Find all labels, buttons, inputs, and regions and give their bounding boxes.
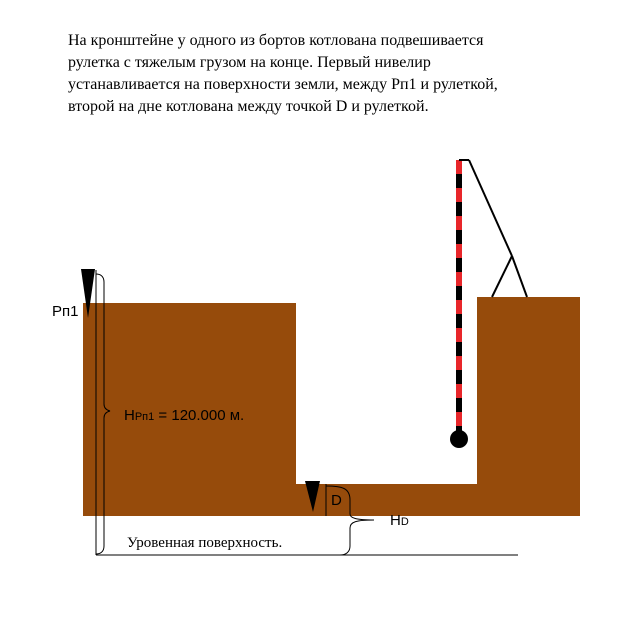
bracket-structure (459, 160, 527, 297)
height-label-sub: Рп1 (134, 411, 155, 423)
hd-label-main: H (390, 512, 401, 529)
plumb-weight-icon (450, 430, 468, 448)
description-line: устанавливается на поверхности земли, между Рп1 и рулеткой, (68, 76, 498, 93)
level-surface-label: Уровенная поверхность. (127, 535, 283, 551)
description-line: второй на дне котлована между точкой D и рулеткой. (68, 98, 429, 115)
right-ground-block (477, 297, 580, 516)
benchmark-label: Рп1 (52, 303, 79, 320)
hd-label-sub: D (400, 516, 409, 528)
description-line: На кронштейне у одного из бортов котлована подвешивается (68, 32, 484, 49)
point-d-label: D (331, 492, 342, 509)
description-line: рулетка с тяжелым грузом на конце. Первый нивелир (68, 54, 431, 71)
height-label-value: = 120.000 м. (154, 407, 245, 424)
height-label-main: H (124, 407, 135, 424)
left-ground-block (83, 303, 477, 516)
